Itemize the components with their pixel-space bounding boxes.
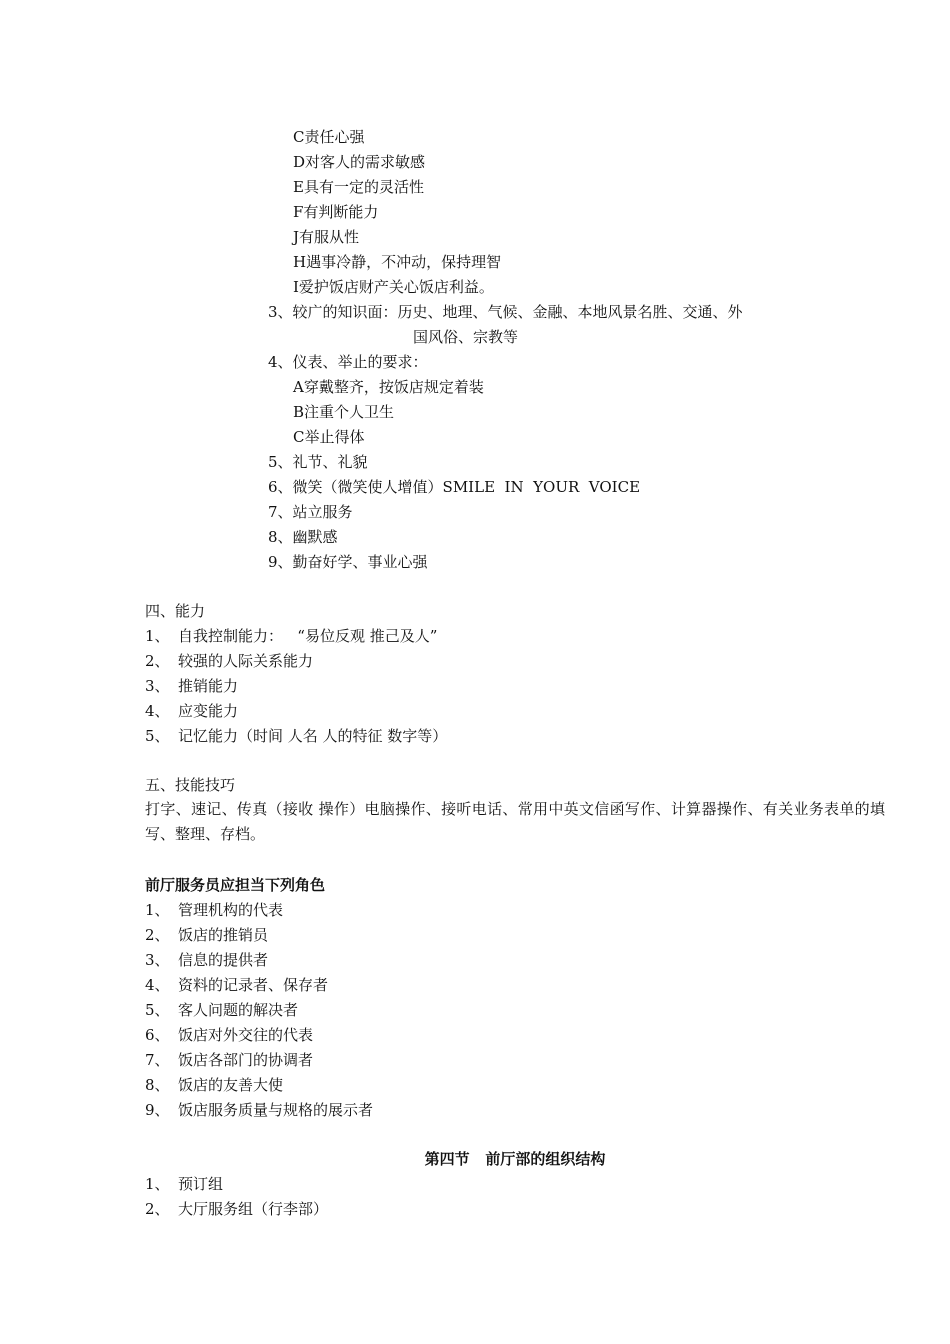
- list-text: 信息的提供者: [178, 951, 269, 969]
- section-title: 第四节 前厅部的组织结构: [424, 1150, 606, 1168]
- list-item: [145, 900, 283, 920]
- list-item: [145, 701, 238, 721]
- list-text: 管理机构的代表: [178, 901, 284, 919]
- knowledge-item-line2: 国风俗、宗教等: [413, 328, 519, 346]
- list-item: [145, 726, 447, 746]
- list-item-diligent: 9、勤奋好学、事业心强: [268, 553, 428, 571]
- list-number: 2、: [145, 1200, 170, 1218]
- list-number: 1、: [145, 1175, 170, 1193]
- list-item: [145, 925, 268, 945]
- list-text: 资料的记录者、保存者: [178, 976, 329, 994]
- list-text: 饭店服务质量与规格的展示者: [178, 1101, 374, 1119]
- list-number: 8、: [145, 1076, 170, 1094]
- list-text: 饭店对外交往的代表: [178, 1026, 314, 1044]
- list-number: 2、: [145, 926, 170, 944]
- list-number: 4、: [145, 976, 170, 994]
- list-item-humor: 8、幽默感: [268, 528, 338, 546]
- list-item: [145, 1025, 313, 1045]
- section-five-paragraph: 打字、速记、传真（接收 操作）电脑操作、接听电话、常用中英文信函写作、计算器操作、有关业务表单的填写、整理、存档。: [145, 800, 885, 843]
- list-text: 记忆能力（时间 人名 人的特征 数字等）: [178, 727, 448, 745]
- list-item: [145, 1199, 328, 1219]
- list-item: [145, 1000, 298, 1020]
- section-five-heading: 五、技能技巧: [145, 776, 236, 794]
- list-item: [145, 1050, 313, 1070]
- list-item: [145, 1075, 283, 1095]
- list-item: [145, 1100, 373, 1120]
- list-number: 2、: [145, 652, 170, 670]
- list-number: 3、: [145, 951, 170, 969]
- list-item: [145, 676, 238, 696]
- list-text: 自我控制能力： “易位反观 推己及人”: [178, 627, 438, 645]
- list-text: 推销能力: [178, 677, 239, 695]
- list-number: 7、: [145, 1051, 170, 1069]
- quality-item-h: H遇事冷静，不冲动，保持理智: [293, 253, 502, 271]
- list-number: 6、: [145, 1026, 170, 1044]
- knowledge-item-line1: 3、较广的知识面：历史、地理、气候、金融、本地风景名胜、交通、外: [268, 303, 743, 321]
- list-text: 客人问题的解决者: [178, 1001, 299, 1019]
- appearance-subitem-b: B注重个人卫生: [293, 403, 395, 421]
- roles-heading: 前厅服务员应担当下列角色: [145, 876, 326, 894]
- list-number: 1、: [145, 901, 170, 919]
- quality-item-j: J有服从性: [293, 228, 360, 246]
- list-item-smile: 6、微笑（微笑使人增值）SMILE IN YOUR VOICE: [268, 478, 641, 496]
- list-number: 5、: [145, 727, 170, 745]
- list-text: 大厅服务组（行李部）: [178, 1200, 329, 1218]
- list-text: 较强的人际关系能力: [178, 652, 314, 670]
- quality-item-c: C责任心强: [293, 128, 365, 146]
- list-text: 饭店的友善大使: [178, 1076, 284, 1094]
- quality-item-d: D对客人的需求敏感: [293, 153, 426, 171]
- list-item: [145, 651, 313, 671]
- list-item-etiquette: 5、礼节、礼貌: [268, 453, 368, 471]
- list-number: 5、: [145, 1001, 170, 1019]
- appearance-heading: 4、仪表、举止的要求：: [268, 353, 428, 371]
- list-number: 4、: [145, 702, 170, 720]
- list-text: 预订组: [178, 1175, 224, 1193]
- section-four-heading: 四、能力: [145, 602, 206, 620]
- list-number: 9、: [145, 1101, 170, 1119]
- quality-item-i: I爱护饭店财产关心饭店利益。: [293, 278, 494, 296]
- appearance-subitem-c: C举止得体: [293, 428, 365, 446]
- list-item: [145, 1174, 223, 1194]
- list-item-standing: 7、站立服务: [268, 503, 353, 521]
- list-text: 饭店各部门的协调者: [178, 1051, 314, 1069]
- list-item: [145, 950, 268, 970]
- list-number: 3、: [145, 677, 170, 695]
- list-item: [145, 626, 437, 646]
- list-number: 1、: [145, 627, 170, 645]
- list-text: 饭店的推销员: [178, 926, 269, 944]
- list-item: [145, 975, 328, 995]
- list-text: 应变能力: [178, 702, 239, 720]
- quality-item-f: F有判断能力: [293, 203, 379, 221]
- quality-item-e: E具有一定的灵活性: [293, 178, 424, 196]
- appearance-subitem-a: A穿戴整齐，按饭店规定着装: [293, 378, 484, 396]
